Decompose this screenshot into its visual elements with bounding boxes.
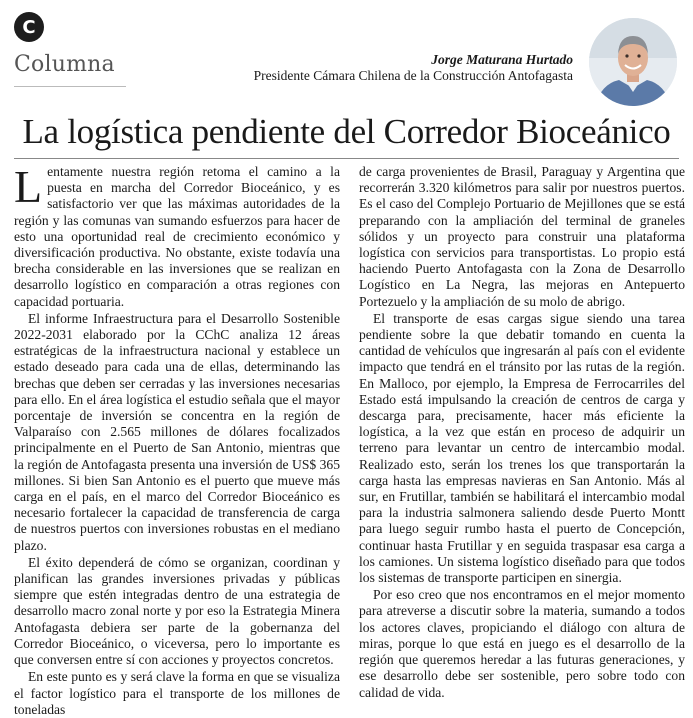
paragraph: En este punto es y será clave la forma en que se visualiza el factor logístico para el transporte de los millones de toneladas bbox=[14, 669, 340, 717]
author-title: Presidente Cámara Chilena de la Construcción Antofagasta bbox=[253, 68, 573, 83]
article-column-1 bbox=[14, 161, 340, 718]
paragraph: El éxito dependerá de cómo se organizan, coordinan y planifican las grandes inversiones privadas y públicas siempre que estén integradas dentro de una estrategia de desarrollo macro zonal norte y por eso la Estrategia Minera Antofagasta debiera ser parte de la gobernanza del Corredor Bioceánico, o viceversa, pero lo importante es que conversen entre sí con acciones y proyectos concretos. bbox=[14, 554, 340, 668]
author-portrait bbox=[589, 18, 677, 106]
paragraph bbox=[14, 161, 340, 310]
section-label: Columna bbox=[14, 52, 115, 77]
drop-cap: L bbox=[14, 161, 43, 212]
paragraph: Por eso creo que nos encontramos en el mejor momento para atreverse a discutir sobre la materia, sumando a todos los actores claves, propiciando el diálogo con altura de miras, porque lo que está en juego es el desarrollo de la región que queremos heredar a las futuras generaciones, y ese desarrollo debe ser sostenible, pero sobre todo con calidad de vida. bbox=[359, 587, 685, 700]
author-block bbox=[254, 52, 573, 84]
headline-divider bbox=[14, 158, 679, 159]
paragraph: El informe Infraestructura para el Desarrollo Sostenible 2022-2031 elaborado por la CChC analiza 12 áreas estratégicas de la infraestructura nacional y establece un estado deseado para cada una de ellas, determinando las brechas que deben ser cerradas y las inversiones necesarias para ello. En el área logística el estudio señala que el mayor porcentaje de inversión se concentra en la región de Valparaíso con 2.565 millones de dólares focalizados principalmente en el Puerto de San Antonio, mientras que la región de Antofagasta presenta una inversión de US$ 365 millones. Si bien San Antonio es el puerto que mueve más carga en el país, en el marco del Corredor Bioceánico es necesario fortalecer la capacidad de transferencia de carga de nuestros puertos con inversiones robustas en el mediano plazo. bbox=[14, 310, 340, 553]
author-portrait-image bbox=[589, 18, 677, 106]
section-divider bbox=[14, 86, 126, 87]
article-column-2 bbox=[359, 164, 685, 701]
author-name: Jorge Maturana Hurtado bbox=[431, 52, 573, 67]
paragraph: de carga provenientes de Brasil, Paraguay y Argentina que recorrerán 3.320 kilómetros para salir por nuestros puertos. Es el caso del Complejo Portuario de Mejillones que se está preparando con la ampliación del terminal de graneles sólidos y un proyecto para construir una plataforma logística con servicios para transportistas. Lo propio está haciendo Puerto Antofagasta con la Zona de Desarrollo Logístico en La Negra, las mejoras en Antepuerto Portezuelo y la ampliación de su molo de abrigo. bbox=[359, 164, 685, 309]
paragraph-text: entamente nuestra región retoma el camino a la puesta en marcha del Corredor Bioceánico, y es satisfactorio ver que las máximas autoridades de la región y las comunas van sumando esfuerzos para hacer de esto una oportunidad real de crecimiento económico y diversificación productiva. No obstante, existe todavía una brecha considerable en las inversiones que se realizan en desarrollo logístico en comparación a otras regiones con capacidad portuaria. bbox=[14, 164, 340, 309]
paragraph: El transporte de esas cargas sigue siendo una tarea pendiente sobre la que debatir tomando en cuenta la cantidad de vehículos que ingresarán al país con el evidente impacto que tendrá en el tránsito por las rutas de la región. En Malloco, por ejemplo, la Empresa de Ferrocarriles del Estado está impulsando la creación de centros de carga y descarga para, precisamente, hacer más eficiente la logística, a la vez que están en proceso de adquirir un terreno para levantar un centro de intercambio modal. Realizado esto, serán los trenes los que transportarán la carga hasta las empresas navieras en San Antonio. Más al sur, en Frutillar, también se habilitará el intercambio modal para la industria salmonera saliendo desde Puerto Montt para luego seguir rumbo hasta el puerto de Concepción, continuar hasta Frutillar y en seguida traspasar esa carga a los camiones. Un sistema logístico diseñado para que todos los sistemas de transporte participen en sinergia. bbox=[359, 310, 685, 586]
column-badge: C bbox=[14, 12, 44, 42]
headline: La logística pendiente del Corredor Bioceánico bbox=[22, 112, 671, 151]
